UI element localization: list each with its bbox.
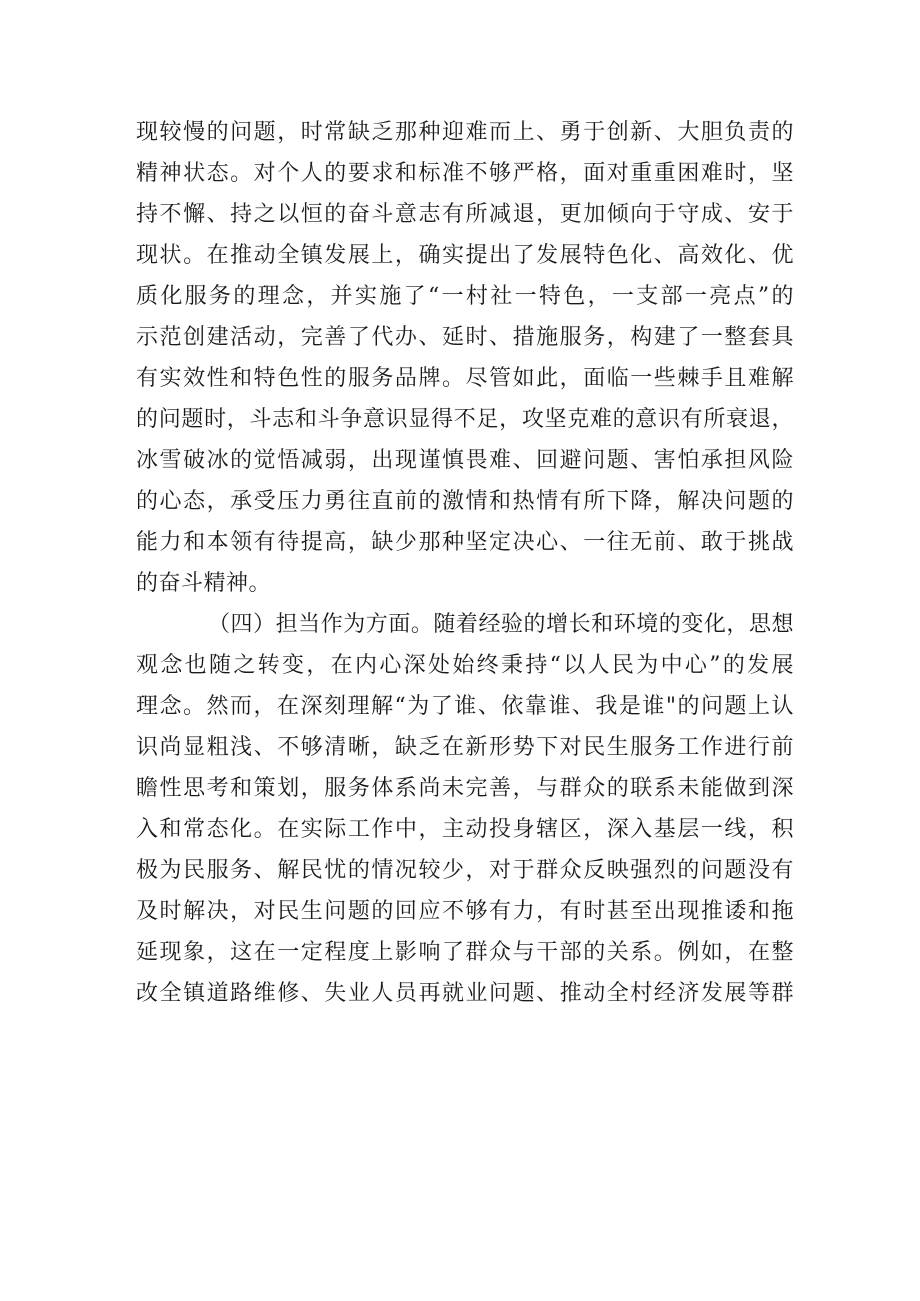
- document-body: [136, 112, 794, 1014]
- text-line: 改全镇道路维修、失业人员再就业问题、推动全村经济发展等群: [136, 981, 794, 1006]
- text-line: 极为民服务、解民忧的情况较少，对于群众反映强烈的问题没有: [136, 858, 794, 883]
- text-line: 持不懈、持之以恒的奋斗意志有所减退，更加倾向于守成、安于: [136, 202, 794, 227]
- text-line: 观念也随之转变，在内心深处始终秉持“以人民为中心”的发展: [136, 653, 794, 678]
- text-line: 理念。然而，在深刻理解“为了谁、依靠谁、我是谁"的问题上认: [136, 694, 794, 719]
- text-line: 示范创建活动，完善了代办、延时、措施服务，构建了一整套具: [136, 325, 794, 350]
- text-line: 识尚显粗浅、不够清晰，缺乏在新形势下对民生服务工作进行前: [136, 735, 794, 760]
- paragraph-2: [136, 604, 794, 1014]
- text-line: 的心态，承受压力勇往直前的激情和热情有所下降，解决问题的: [136, 489, 794, 514]
- text-line: 的问题时，斗志和斗争意识显得不足，攻坚克难的意识有所衰退，: [136, 407, 794, 432]
- text-line: 冰雪破冰的觉悟减弱，出现谨慎畏难、回避问题、害怕承担风险: [136, 448, 794, 473]
- text-line: 有实效性和特色性的服务品牌。尽管如此，面临一些棘手且难解: [136, 366, 794, 391]
- text-line: 能力和本领有待提高，缺少那种坚定决心、一往无前、敢于挑战: [136, 530, 794, 555]
- paragraph-heading-line: （四）担当作为方面。随着经验的增长和环境的变化，思想: [208, 612, 794, 637]
- text-line: 精神状态。对个人的要求和标准不够严格，面对重重困难时，坚: [136, 161, 794, 186]
- text-line: 的奋斗精神。: [136, 571, 272, 596]
- text-line: 现较慢的问题，时常缺乏那种迎难而上、勇于创新、大胆负责的: [136, 120, 794, 145]
- text-line: 瞻性思考和策划，服务体系尚未完善，与群众的联系未能做到深: [136, 776, 794, 801]
- text-line: 及时解决，对民生问题的回应不够有力，有时甚至出现推诿和拖: [136, 899, 794, 924]
- paragraph-1: [136, 112, 794, 604]
- text-line: 现状。在推动全镇发展上，确实提出了发展特色化、高效化、优: [136, 243, 794, 268]
- text-line: 入和常态化。在实际工作中，主动投身辖区，深入基层一线，积: [136, 817, 794, 842]
- text-line: 质化服务的理念，并实施了“一村社一特色，一支部一亮点”的: [136, 284, 794, 309]
- text-line: 延现象，这在一定程度上影响了群众与干部的关系。例如，在整: [136, 940, 794, 965]
